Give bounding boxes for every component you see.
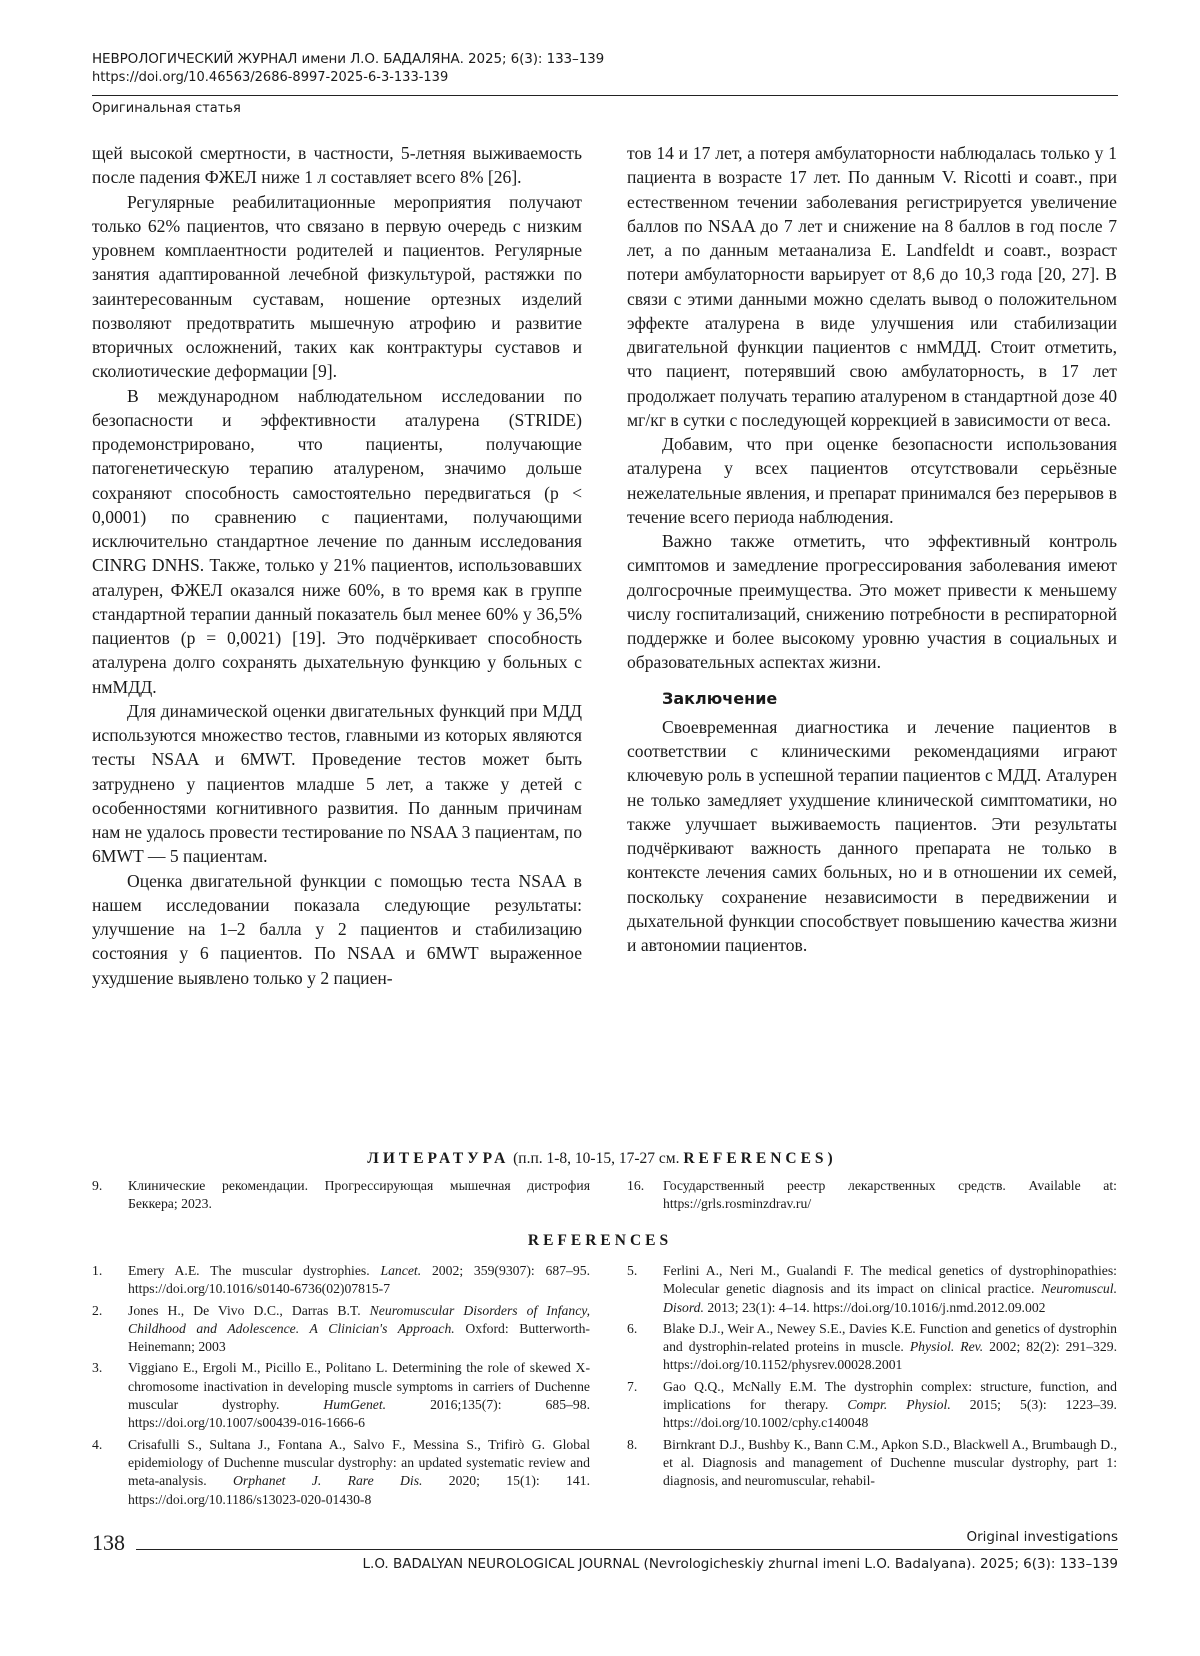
reference-journal: Neuromuscular Disorders of Infancy, Childhood and Adolescence. A Clinician's Approach. [128, 1302, 591, 1336]
references-list-right [627, 1262, 1117, 1494]
reference-text: Клинические рекомендации. Прогрессирующая мышечная дистрофия Беккера; 2023. [128, 1178, 590, 1212]
reference-item [92, 1302, 590, 1357]
literature-list-left [92, 1177, 590, 1214]
reference-number: 2. [92, 1302, 103, 1318]
reference-item [92, 1436, 590, 1509]
paragraph: В международном наблюдательном исследовании по безопасности и эффективности аталурена (STRIDE) продемонстрировано, что пациенты, получающие патогенетическую терапию аталуреном, значимо дольше сохраняют способность самостоятельно передвигаться (p < 0,0001) по сравнению с пациентами, получающими исключительно стандартное лечение по данным исследования CINRG DNHS. Также, только у 21% пациентов, использовавших аталурен, ФЖЕЛ оказался ниже 60%, в то время как в группе стандартной терапии данный показатель был менее 60% у 36,5% пациентов (p = 0,0021) [19]. Это подчёркивает способность аталурена долго сохранять дыхательную функцию у больных с нмМДД. [92, 385, 582, 697]
reference-text: 2016;135(7): 685–98. https://doi.org/10.1007/s00439-016-1666-6 [128, 1397, 590, 1431]
reference-item [627, 1378, 1117, 1433]
paragraph: Оценка двигательной функции с помощью теста NSAA в нашем исследовании показала следующие результаты: улучшение на 1–2 балла у 2 пациентов и стабилизацию состояния у 6 пациентов. По NSAA и 6MWT выраженное ухудшение выявлено только у 2 пациен- [92, 870, 582, 988]
reference-journal: Orphanet J. Rare Dis. [233, 1473, 423, 1489]
page-number: 138 [92, 1530, 125, 1555]
reference-journal: Physiol. Rev. [909, 1339, 984, 1355]
reference-text: 2020; 15(1): 141. https://doi.org/10.1186/s13023-020-01430-8 [128, 1473, 590, 1507]
reference-journal: Lancet. [380, 1263, 422, 1278]
reference-number: 7. [627, 1378, 638, 1394]
footer-rule [136, 1549, 1118, 1550]
paragraph: щей высокой смертности, в частности, 5-летняя выживаемость после падения ФЖЕЛ ниже 1 л составляет всего 8% [26]. [92, 143, 582, 188]
body-column-left [92, 141, 582, 990]
reference-text: Gao Q.Q., McNally E.M. The dystrophin complex: structure, function, and implications for therapy. [663, 1378, 1117, 1413]
literature-title: ЛИТЕРАТУРА [367, 1150, 510, 1167]
header-rule [92, 95, 1118, 96]
reference-text: 2013; 23(1): 4–14. https://doi.org/10.1016/j.nmd.2012.09.002 [703, 1299, 1046, 1315]
section-label: Original investigations [966, 1529, 1118, 1545]
footer-journal: L.O. BADALYAN NEUROLOGICAL JOURNAL (Nevrologicheskiy zhurnal imeni L.O. Badalyana). 2025; 6(3): 133–139 [362, 1556, 1118, 1572]
reference-text: Jones H., De Vivo D.C., Darras B.T. [128, 1302, 370, 1318]
reference-text: Crisafulli S., Sultana J., Fontana A., Salvo F., Messina S., Trifirò G. Global epidemiology of Duchenne muscular dystrophy: an updated systematic review and meta-analysis. [128, 1436, 590, 1489]
literature-references-word: REFERENCES [683, 1150, 828, 1167]
reference-text: Ferlini A., Neri M., Gualandi F. The medical genetics of dystrophinopathies: Molecular genetic diagnosis and its impact on clinical practice. [663, 1263, 1117, 1297]
reference-text: Birnkrant D.J., Bushby K., Bann C.M., Apkon S.D., Blackwell A., Brumbaugh D., et al. Diagnosis and management of Duchenne muscular dystrophy, part 1: diagnosis, and neuromuscular, rehabil- [663, 1436, 1117, 1489]
article-type: Оригинальная статья [92, 101, 241, 116]
reference-number: 6. [627, 1320, 638, 1336]
paragraph: тов 14 и 17 лет, а потеря амбулаторности наблюдалась только у 1 пациента в возрасте 17 лет. По данным V. Ricotti и соавт., при естественном течении заболевания регистрируется увеличение баллов по NSAA до 7 лет и снижение на 8 баллов в год после 7 лет, а по данным метаанализа E. Landfeldt и соавт., возраст потери амбулаторности варьирует от 8,6 до 10,3 года [20, 27]. В связи с этими данными можно сделать вывод о положительном эффекте аталурена в виде улучшения или стабилизации двигательной функции пациентов с нмМДД. Стоит отметить, что пациент, потерявший свою амбулаторность, в 17 лет продолжает получать терапию аталуреном в стандартной дозе 40 мг/кг в сутки с последующей коррекцией в зависимости от веса. [627, 143, 1117, 430]
paragraph: Для динамической оценки двигательных функций при МДД используются множество тестов, главными из которых являются тесты NSAA и 6MWT. Проведение тестов может быть затруднено у пациентов младше 5 лет, а также у детей с особенностями когнитивного развития. По данным причинам нам не удалось провести тестирование по NSAA 3 пациентам, по 6MWT — 5 пациентам. [92, 700, 582, 867]
reference-item [627, 1262, 1117, 1317]
paragraph: Важно также отметить, что эффективный контроль симптомов и замедление прогрессирования заболевания имеют долгосрочные преимущества. Это может привести к меньшему числу госпитализаций, снижению потребности в респираторной поддержке и более высокому уровню участия в социальных и образовательных аспектах жизни. [627, 531, 1117, 673]
paragraph: Регулярные реабилитационные мероприятия получают только 62% пациентов, что связано в первую очередь с низким уровнем комплаентности родителей и пациентов. Регулярные занятия адаптированной лечебной физкультурой, растяжки по заинтересованным суставам, ношение ортезных изделий позволяют предотвратить мышечную атрофию и развитие вторичных осложнений, таких как контрактуры суставов и сколиотические деформации [9]. [92, 191, 582, 382]
conclusion-heading: Заключение [662, 688, 778, 708]
literature-heading [0, 1150, 1200, 1168]
reference-item [627, 1320, 1117, 1375]
reference-item [92, 1359, 590, 1432]
body-column-right [627, 141, 1117, 957]
reference-item [92, 1177, 590, 1214]
reference-text: Государственный реестр лекарственных средств. Available at: https://grls.rosminzdrav.ru/ [663, 1178, 1117, 1212]
reference-item [92, 1262, 590, 1299]
reference-item [627, 1177, 1117, 1214]
reference-number: 1. [92, 1263, 103, 1278]
running-header [92, 50, 1118, 87]
doi-link[interactable]: https://doi.org/10.46563/2686-8997-2025-6-3-133-139 [92, 70, 449, 85]
reference-text: Emery A.E. The muscular dystrophies. [128, 1263, 381, 1278]
reference-journal: HumGenet. [323, 1397, 387, 1413]
reference-item [627, 1436, 1117, 1491]
reference-number: 8. [627, 1436, 638, 1452]
reference-number: 3. [92, 1360, 103, 1376]
reference-text: 2015; 5(3): 1223–39. https://doi.org/10.1002/cphy.c140048 [663, 1397, 1117, 1431]
reference-journal: Compr. Physiol. [847, 1397, 951, 1413]
references-list-left [92, 1262, 590, 1512]
conclusion-paragraph: Своевременная диагностика и лечение пациентов в соответствии с клиническими рекомендациями играют ключевую роль в успешной терапии пациентов с МДД. Аталурен не только замедляет ухудшение клинической симптоматики, но также улучшает выживаемость пациентов. Эти результаты подчёркивают важность данного препарата не только в контексте лечения самих больных, но и в отношении их семей, поскольку сохранение независимости в передвижении и дыхательной функции способствует повышению качества жизни и автономии пациентов. [627, 716, 1117, 955]
journal-citation: НЕВРОЛОГИЧЕСКИЙ ЖУРНАЛ имени Л.О. БАДАЛЯНА. 2025; 6(3): 133–139 [92, 51, 605, 67]
reference-number: 16. [627, 1178, 645, 1193]
reference-text: 2002; 359(9307): 687–95. https://doi.org/10.1016/s0140-6736(02)07815-7 [128, 1263, 590, 1297]
paragraph: Добавим, что при оценке безопасности использования аталурена у всех пациентов отсутствовали серьёзные нежелательные явления, и препарат принимался без перерывов в течение всего периода наблюдения. [627, 434, 1117, 527]
reference-text: Oxford: Butterworth-Heinemann; 2003 [128, 1320, 590, 1355]
reference-text: Viggiano E., Ergoli M., Picillo E., Politano L. Determining the role of skewed X-chromosome inactivation in developing muscle symptoms in carriers of Duchenne muscular dystrophy. [128, 1360, 590, 1413]
literature-close: ) [827, 1150, 833, 1167]
reference-text: 2002; 82(2): 291–329. https://doi.org/10.1152/physrev.00028.2001 [663, 1339, 1117, 1373]
reference-number: 5. [627, 1263, 638, 1278]
literature-list-right [627, 1177, 1117, 1214]
reference-number: 4. [92, 1436, 103, 1452]
reference-text: Blake D.J., Weir A., Newey S.E., Davies K.E. Function and genetics of dystrophin and dystrophin-related proteins in muscle. [663, 1320, 1117, 1355]
reference-journal: Neuromuscul. Disord. [663, 1281, 1117, 1315]
reference-number: 9. [92, 1178, 103, 1193]
references-heading: REFERENCES [527, 1232, 673, 1249]
literature-note: (п.п. 1-8, 10-15, 17-27 см. [513, 1150, 680, 1167]
